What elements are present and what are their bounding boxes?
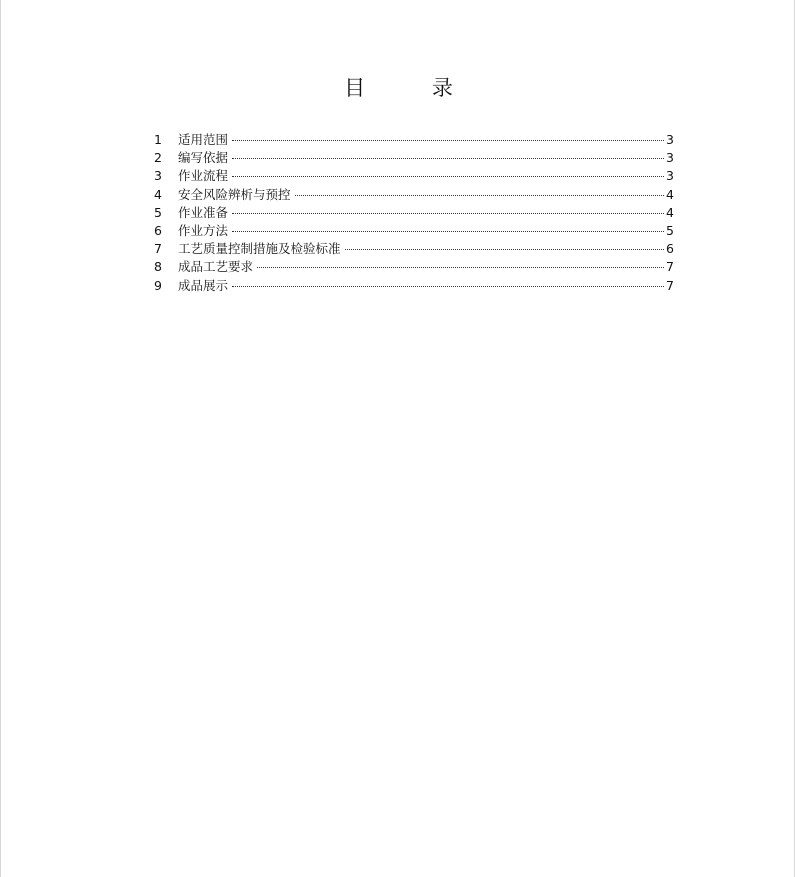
toc-dot-leader bbox=[257, 267, 664, 268]
toc-entry[interactable] bbox=[154, 222, 674, 240]
toc-entry-title: 作业方法 bbox=[178, 222, 229, 238]
toc-entry-number: 2 bbox=[154, 150, 162, 166]
toc-entry-number: 9 bbox=[154, 277, 162, 293]
toc-entry-title: 作业流程 bbox=[178, 168, 229, 184]
toc-entry[interactable] bbox=[154, 131, 674, 149]
toc-entry-title: 成品工艺要求 bbox=[178, 259, 254, 275]
toc-dot-leader bbox=[232, 158, 664, 159]
table-of-contents bbox=[154, 131, 674, 295]
toc-entry-number: 6 bbox=[154, 222, 162, 238]
toc-entry[interactable] bbox=[154, 258, 674, 276]
toc-entry-page: 6 bbox=[666, 241, 674, 257]
toc-entry-page: 3 bbox=[666, 168, 674, 184]
toc-dot-leader bbox=[232, 176, 664, 177]
toc-entry-title: 编写依据 bbox=[178, 150, 229, 166]
toc-entry-page: 7 bbox=[666, 259, 674, 275]
toc-entry-title: 工艺质量控制措施及检验标准 bbox=[178, 241, 341, 257]
toc-entry-number: 7 bbox=[154, 241, 162, 257]
toc-entry[interactable] bbox=[154, 149, 674, 167]
toc-heading: 目 录 bbox=[344, 76, 483, 100]
toc-entry[interactable] bbox=[154, 204, 674, 222]
toc-entry-title: 作业准备 bbox=[178, 204, 229, 220]
toc-entry-title: 安全风险辨析与预控 bbox=[178, 186, 291, 202]
toc-dot-leader bbox=[295, 195, 665, 196]
toc-entry-number: 3 bbox=[154, 168, 162, 184]
toc-entry-number: 1 bbox=[154, 132, 162, 147]
toc-entry[interactable] bbox=[154, 277, 674, 295]
toc-dot-leader bbox=[232, 231, 664, 232]
toc-entry-number: 8 bbox=[154, 259, 162, 275]
toc-entry-number: 4 bbox=[154, 186, 162, 202]
toc-entry-page: 7 bbox=[666, 277, 674, 293]
toc-dot-leader bbox=[232, 140, 664, 141]
toc-entry-title: 成品展示 bbox=[178, 277, 229, 293]
toc-entry-page: 4 bbox=[666, 186, 674, 202]
toc-entry[interactable] bbox=[154, 186, 674, 204]
toc-entry[interactable] bbox=[154, 240, 674, 258]
toc-entry[interactable] bbox=[154, 167, 674, 185]
toc-entry-page: 3 bbox=[666, 150, 674, 166]
toc-entry-number: 5 bbox=[154, 204, 162, 220]
toc-dot-leader bbox=[232, 213, 664, 214]
toc-entry-title: 适用范围 bbox=[178, 132, 229, 147]
toc-entry-page: 5 bbox=[666, 222, 674, 238]
toc-entry-page: 3 bbox=[666, 132, 674, 147]
toc-dot-leader bbox=[232, 286, 664, 287]
toc-entry-page: 4 bbox=[666, 204, 674, 220]
toc-dot-leader bbox=[345, 249, 665, 250]
